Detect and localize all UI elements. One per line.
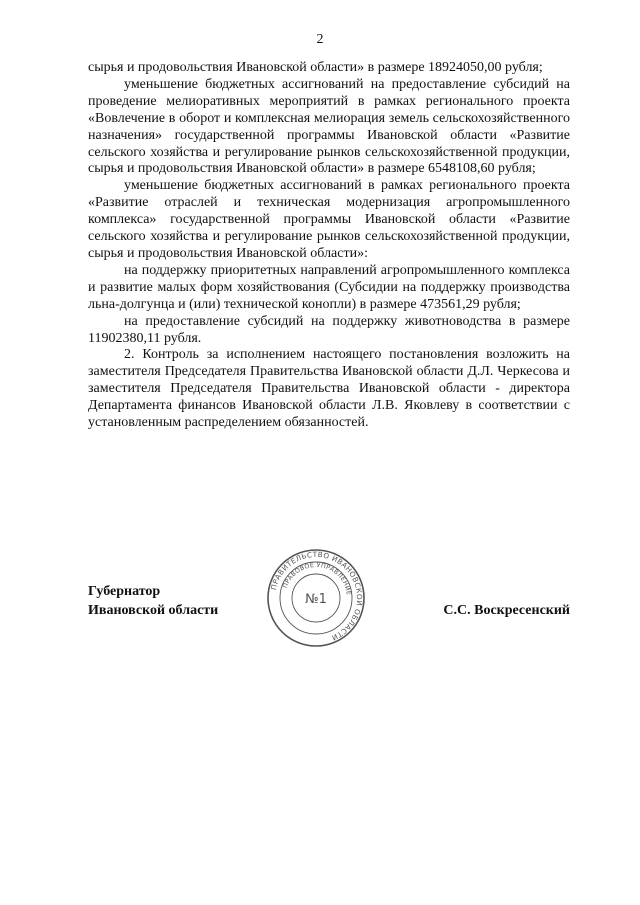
governor-name: С.С. Воскресенский — [443, 603, 570, 618]
document-body — [88, 60, 570, 432]
official-stamp — [266, 548, 366, 648]
paragraph: на предоставление субсидий на поддержку животноводства в размере 11902380,11 рубля. — [88, 313, 570, 346]
stamp-outer-text: ПРАВИТЕЛЬСТВО ИВАНОВСКОЙ ОБЛАСТИ — [268, 549, 365, 643]
paragraph: 2. Контроль за исполнением настоящего постановления возложить на заместителя Председателя Правительства Ивановской области Д.Л. Черкесова и заместителя Председателя Правительства Ивановской области - директора Департамента финансов Ивановской области Л.В. Яковлеву в соответствии с установленным распределением обязанностей. — [88, 347, 570, 431]
paragraph: уменьшение бюджетных ассигнований в рамках регионального проекта «Развитие отраслей и техническая модернизация агропромышленного комплекса» государственной программы Ивановской области «Развитие сельского хозяйства и регулирование рынков сельскохозяйственной продукции, сырья и продовольствия Ивановской области»: — [88, 178, 570, 261]
governor-title-line1: Губернатор — [88, 584, 161, 599]
stamp-center-text: №1 — [305, 592, 327, 607]
governor-title — [88, 582, 218, 620]
paragraph: уменьшение бюджетных ассигнований на предоставление субсидий на проведение мелиоративных мероприятий в рамках регионального проекта «Вовлечение в оборот и комплексная мелиорация земель сельскохозяйственного назначения» государственной программы Ивановской области «Развитие сельского хозяйства и регулирование рынков сельскохозяйственной продукции, сырья и продовольствия Ивановской области» в размере 6548108,60 рубля; — [88, 76, 570, 177]
stamp-seal-graphic — [266, 548, 366, 648]
stamp-inner-text: ПРАВОВОЕ УПРАВЛЕНИЕ — [281, 561, 352, 596]
governor-title-line2: Ивановской области — [88, 603, 219, 618]
paragraph: на поддержку приоритетных направлений агропромышленного комплекса и развитие малых форм хозяйствования (Субсидии на поддержку производства льна-долгунца и (или) технической конопли) в размере 473561,29 рубля; — [88, 262, 570, 312]
paragraph: сырья и продовольствия Ивановской области» в размере 18924050,00 рубля; — [88, 60, 543, 75]
page-number: 2 — [316, 32, 324, 47]
